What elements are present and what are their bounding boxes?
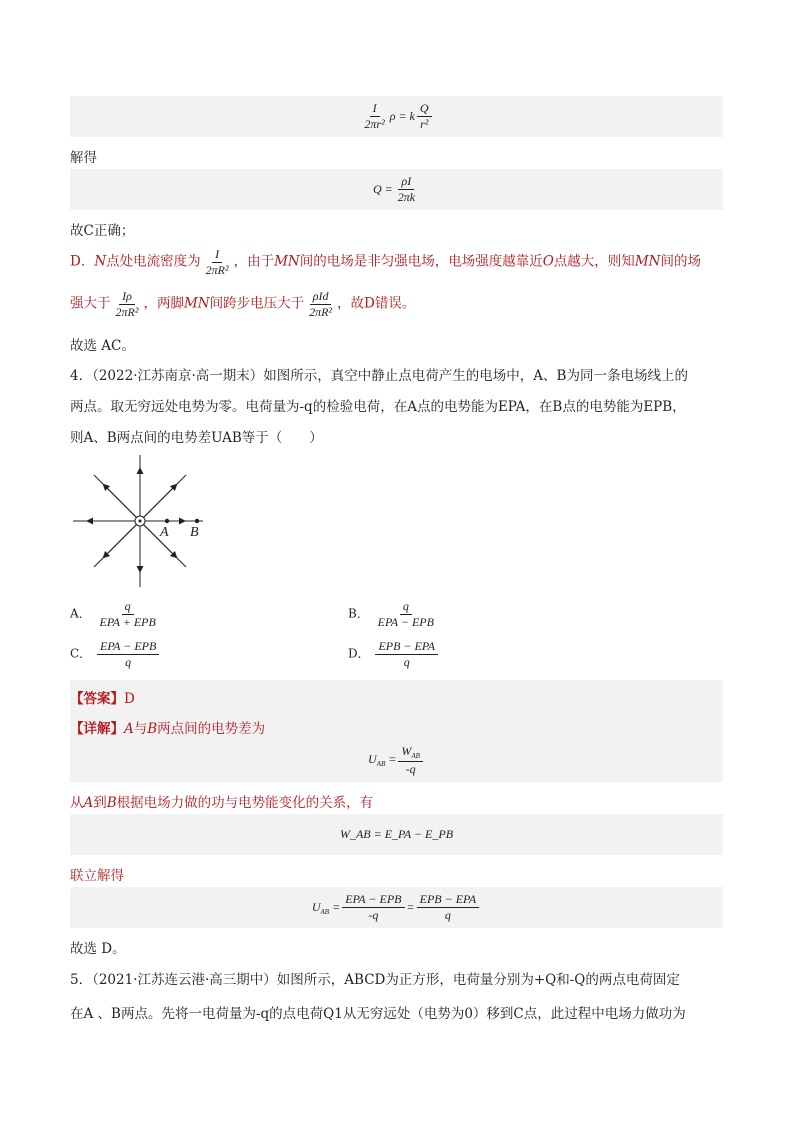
question-4-line2: 两点。取无穷远处电势为零。电荷量为-q的检验电荷，在A点的电势能为EPA，在B点的电势能为EPB， (70, 399, 686, 415)
option-d-explanation-line2: 强大于 $\frac{I\rho}{\text{2πR²}}$ ，两脚MN间跨步电压大于 $\frac{\text{ρId}}{\text{2πR²}}$ ，故D错误。 (70, 289, 416, 319)
option-c[interactable]: C． $\frac{\text{EPA − EPB}}{q}$ (70, 640, 161, 668)
text-line: 故C正确； (70, 223, 135, 239)
fraction: $\frac{\text{EPB − EPA}}{q}$ (375, 640, 438, 668)
fraction: $\frac{\text{ρId}}{\text{2πR²}}$ (309, 289, 333, 319)
option-b[interactable]: B． $\frac{q}{\text{EPA − EPB}}$ (348, 600, 439, 628)
question-4-line1: 4．（2022·江苏南京·高一期末）如图所示，真空中静止点电荷产生的电场中，A、B为同一条电场线上的 (70, 368, 688, 384)
equation-block-3: $U_{AB}$ = $\frac{W_{AB}}{-q}$ (70, 740, 723, 780)
text-line: 解得 (70, 150, 97, 166)
fraction: $\frac{I}{\text{2πr²}}$ (364, 101, 385, 131)
fraction: $\frac{\text{EPA − EPB}}{q}$ (97, 640, 159, 668)
question-5-line1: 5．（2021·江苏连云港·高三期中）如图所示，ABCD为正方形，电荷量分别为+Q和-Q的两点电荷固定 (70, 972, 680, 988)
fraction: $\frac{I}{\text{2πR²}}$ (205, 247, 229, 277)
fraction: $\frac{W_{AB}}{-q}$ (398, 745, 423, 776)
equation-block-5: $U_{AB}$ = $\frac{\text{EPA − EPB}}{-q}$ = $\frac{\text{EPB − EPA}}{q}$ (70, 887, 723, 928)
equation-block-2: Q = $\frac{\rho I}{2\pi k}$ (70, 169, 723, 210)
fraction: $\frac{\text{EPA − EPB}}{-q}$ (342, 893, 404, 921)
fraction: $\frac{Q}{\text{r²}}$ (417, 102, 432, 130)
fraction: $\frac{I\rho}{\text{2πR²}}$ (115, 289, 139, 319)
point-b-dot (195, 519, 199, 523)
fraction: $\frac{q}{\text{EPA − EPB}}$ (377, 599, 434, 629)
answer-line: 【答案】D (70, 691, 135, 707)
text-line: 故选 AC。 (70, 338, 135, 354)
text-line: 故选 D。 (70, 941, 126, 957)
fraction: $\frac{q}{\text{EPA + EPB}}$ (99, 599, 156, 629)
electric-field-diagram (70, 455, 210, 590)
option-d-explanation-line1: D．N点处电流密度为 $\frac{I}{\text{2πR²}}$ ，由于MN间的电场是非匀强电场，电场强度越靠近O点越大，则知MN间的场 (70, 247, 701, 277)
point-a-dot (165, 519, 169, 523)
question-5-line2: 在A 、B两点。先将一电荷量为-q的点电荷Q1从无穷远处（电势为0）移到C点，此过程中电场力做功为 (70, 1006, 686, 1022)
option-a[interactable]: A． $\frac{q}{\text{EPA + EPB}}$ (70, 600, 161, 628)
option-d[interactable]: D． $\frac{\text{EPB − EPA}}{q}$ (348, 640, 440, 668)
label-b: B (190, 525, 199, 540)
equation-block-1: $\frac{I}{\text{2πr²}}$ ρ = k $\frac{Q}{\text{r²}}$ (70, 96, 723, 137)
label-a: A (160, 525, 169, 540)
question-4-line3: 则A、B两点间的电势差UAB等于（ ） (70, 430, 323, 446)
from-line: 从A到B根据电场力做的功与电势能变化的关系，有 (70, 795, 374, 811)
fraction: $\frac{\text{EPB − EPA}}{q}$ (417, 893, 480, 921)
equation-block-4: W_AB = E_PA − E_PB (70, 814, 723, 855)
fraction: $\frac{\rho I}{2\pi k}$ (397, 174, 416, 204)
text-line: 联立解得 (70, 868, 124, 884)
detail-line: 【详解】A与B两点间的电势差为 (70, 721, 266, 737)
